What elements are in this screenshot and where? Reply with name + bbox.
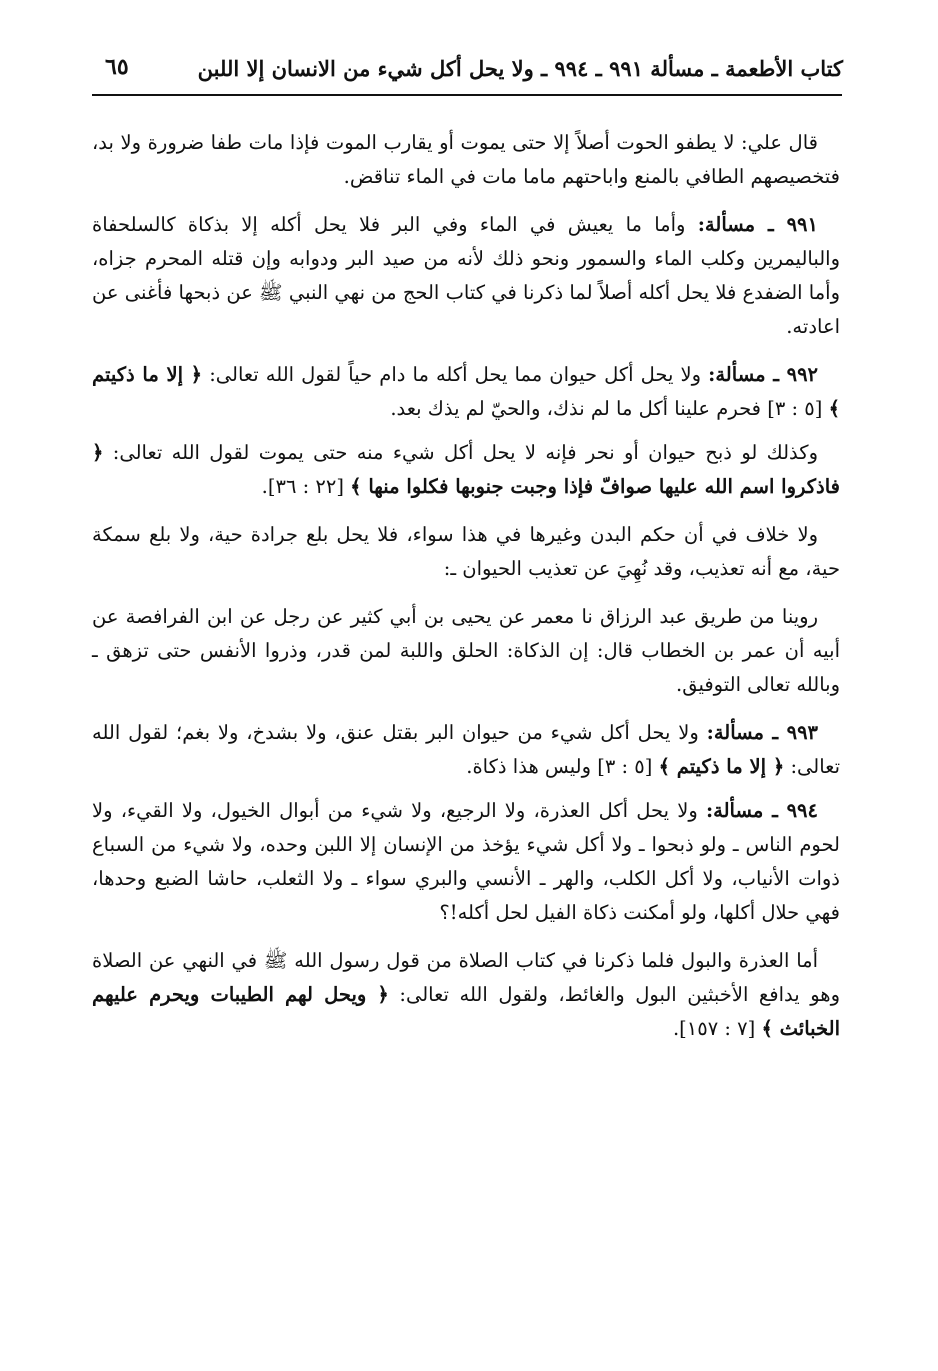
paragraph-text: ولا يحل أكل حيوان مما يحل أكله ما دام حياً لقول الله تعالى: — [209, 363, 702, 386]
paragraph-text: وأما ما يعيش في الماء وفي البر فلا يحل أكله إلا بذكاة كالسلحفاة والباليمرين وكلب الماء والسمور ونحو ذلك لأنه من صيد البر ودوابه وإن قتله المحرم جزاه، وأما الضفدع فلا يحل أكله أصلاً لما ذكرنا في كتاب الحج من نهي النبي ﷺ عن ذبحها فأغنى عن اعادته. — [92, 213, 840, 338]
paragraph-text: قال علي: لا يطفو الحوت أصلاً إلا حتى يموت أو يقارب الموت فإذا مات طفا ضرورة ولا بد، فتخصيصهم الطافي بالمنع واباحتهم ماما مات في الماء تناقض. — [92, 131, 840, 188]
issue-number: ٩٩٤ ـ مسألة: — [705, 799, 818, 822]
issue-number: ٩٩٣ ـ مسألة: — [706, 721, 819, 744]
paragraph-narration — [92, 600, 840, 702]
running-header — [95, 50, 843, 92]
quran-quote: ﴿ ويحل لهم الطيبات ويحرم عليهم الخبائث ﴾ — [92, 983, 840, 1040]
verse-reference: [٢٢ : ٣٦]. — [261, 475, 344, 498]
paragraph-slaughter — [92, 436, 840, 504]
verse-reference: [٧ : ١٥٧]. — [672, 1017, 756, 1040]
quran-quote: ﴿ إلا ما ذكيتم ﴾ — [658, 755, 785, 778]
paragraph-no-dispute — [92, 518, 840, 586]
paragraph-text: روينا من طريق عبد الرزاق نا معمر عن يحيى بن أبي كثير عن رجل عن ابن الفرافصة عن أبيه أن عمر بن الخطاب قال: إن الذكاة: الحلق واللبة لمن قدر، وذروا الأنفس حتى تزهق ـ وبالله تعالى التوفيق. — [92, 605, 840, 696]
issue-number: ٩٩٢ ـ مسألة: — [708, 363, 819, 386]
paragraph-issue-993 — [92, 716, 840, 784]
main-text — [92, 126, 840, 1060]
header-divider — [92, 94, 842, 96]
paragraph-issue-994 — [92, 794, 840, 930]
paragraph-issue-992 — [92, 358, 840, 426]
paragraph-text: ولا يحل أكل العذرة، ولا الرجيع، ولا شيء من أبوال الخيول، ولا القيء، ولا لحوم الناس ـ ولو ذبحوا ـ ولا أكل شيء يؤخذ من الإنسان إلا اللبن وحده، ولا شيء من السباع ذوات الأنياب، ولا أكل الكلب، والهر ـ الأنسي والبري سواء ـ ولا الثعلب، حاشا الضبع وحدها، فهي حلال أكلها، ولو أمكنت ذكاة الفيل لحل أكله!؟ — [92, 799, 840, 924]
paragraph-issue-991 — [92, 208, 840, 344]
quran-quote: ﴿ فاذكروا اسم الله عليها صوافّ فإذا وجبت جنوبها فكلوا منها ﴾ — [92, 441, 840, 498]
paragraph-ali-fish — [92, 126, 840, 194]
chapter-title: كتاب الأطعمة ـ مسألة ٩٩١ ـ ٩٩٤ ـ ولا يحل أكل شيء من الانسان إلا اللبن — [197, 56, 843, 81]
paragraph-text: فحرم علينا أكل ما لم نذك، والحيّ لم يذك بعد. — [390, 397, 761, 420]
paragraph-text: ولا خلاف في أن حكم البدن وغيرها في هذا سواء، فلا يحل بلع جرادة حية، ولا بلع سمكة حية، مع أنه تعذيب، وقد نُهِيَ عن تعذيب الحيوان ـ: — [92, 523, 840, 580]
issue-number: ٩٩١ ـ مسألة: — [697, 213, 818, 236]
verse-reference: [٥ : ٣] — [597, 755, 653, 778]
paragraph-text: ولا يحل أكل شيء من حيوان البر بقتل عنق، ولا بشدخ، ولا بغم؛ لقول الله تعالى: — [92, 721, 840, 778]
paragraph-text: وليس هذا ذكاة. — [466, 755, 592, 778]
paragraph-filth-urine — [92, 944, 840, 1046]
verse-reference: [٥ : ٣] — [767, 397, 823, 420]
paragraph-text: وكذلك لو ذبح حيوان أو نحر فإنه لا يحل أكل شيء منه حتى يموت لقول الله تعالى: — [112, 441, 818, 464]
quran-quote: ﴿ إلا ما ذكيتم ﴾ — [92, 363, 840, 420]
paragraph-text: أما العذرة والبول فلما ذكرنا في كتاب الصلاة من قول رسول الله ﷺ في النهي عن الصلاة وهو يدافع الأخبثين البول والغائط، ولقول الله تعالى: — [92, 949, 841, 1006]
page-number: ٦٥ — [105, 54, 129, 80]
